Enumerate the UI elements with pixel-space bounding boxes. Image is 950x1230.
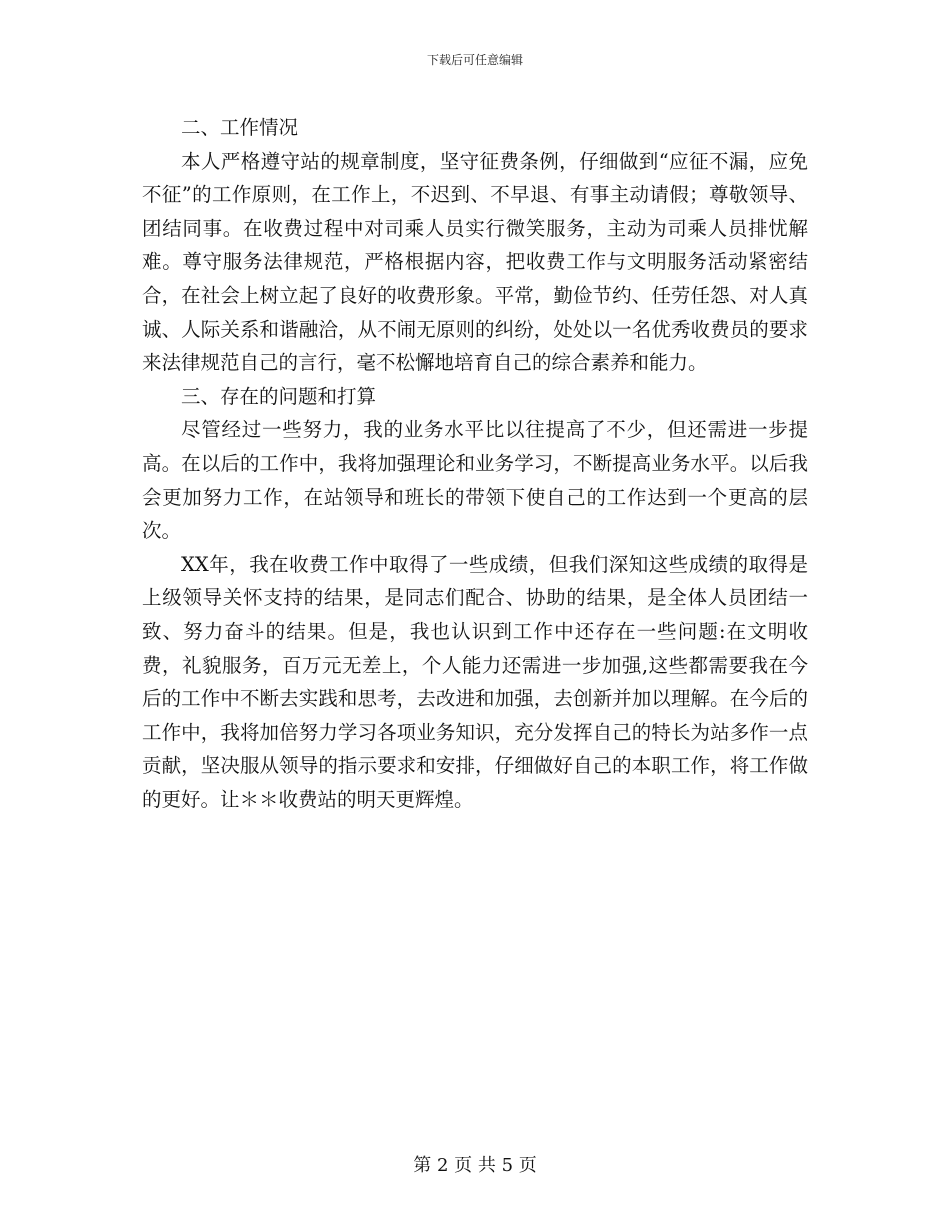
paragraph-summary: XX年，我在收费工作中取得了一些成绩，但我们深知这些成绩的取得是上级领导关怀支持的结果，是同志们配合、协助的结果，是全体人员团结一致、努力奋斗的结果。但是，我也认识到工作中还存在一些问题:在文明收费，礼貌服务，百万元无差上，个人能力还需进一步加强,这些都需要我在今后的工作中不断去实践和思考，去改进和加强，去创新并加以理解。在今后的工作中，我将加倍努力学习各项业务知识，充分发挥自己的特长为站多作一点贡献，坚决服从领导的指示要求和安排，仔细做好自己的本职工作，将工作做的更好。让＊＊收费站的明天更辉煌。 xyxy=(142,552,808,811)
section-heading-work-status: 二、工作情况 xyxy=(181,116,299,139)
paragraph-issues-plans: 尽管经过一些努力，我的业务水平比以往提高了不少，但还需进一步提高。在以后的工作中，我将加强理论和业务学习，不断提高业务水平。以后我会更加努力工作，在站领导和班长的带领下使自己的工作达到一个更高的层次。 xyxy=(142,418,808,543)
paragraph-work-status: 本人严格遵守站的规章制度，坚守征费条例，仔细做到“应征不漏，应免不征”的工作原则，在工作上，不迟到、不早退、有事主动请假；尊敬领导、团结同事。在收费过程中对司乘人员实行微笑服务，主动为司乘人员排忧解难。尊守服务法律规范，严格根据内容，把收费工作与文明服务活动紧密结合，在社会上树立起了良好的收费形象。平常，勤俭节约、任劳任怨、对人真诚、人际关系和谐融洽，从不闹无原则的纠纷，处处以一名优秀收费员的要求来法律规范自己的言行，毫不松懈地培育自己的综合素养和能力。 xyxy=(142,149,808,375)
page-header-note: 下载后可任意编辑 xyxy=(426,53,523,67)
page-number: 第 2 页 共 5 页 xyxy=(413,1155,537,1176)
section-heading-issues-plans: 三、存在的问题和打算 xyxy=(181,384,377,408)
document-body xyxy=(142,111,808,816)
